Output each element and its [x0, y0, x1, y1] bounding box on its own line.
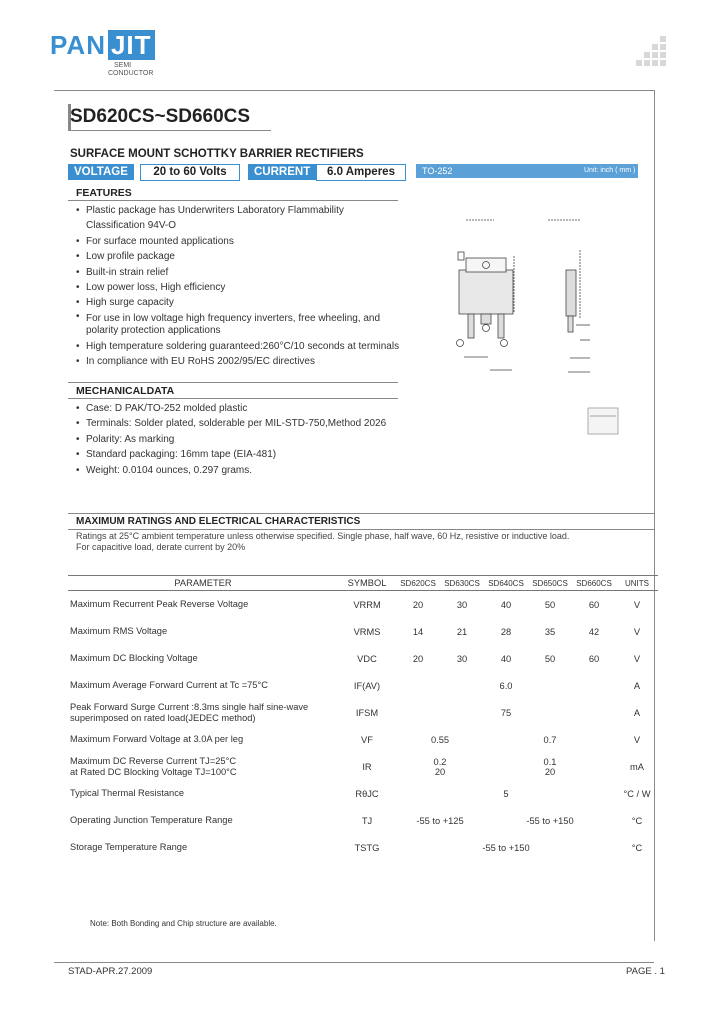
value-cell: 40: [500, 653, 512, 664]
value-cell: 60: [588, 599, 600, 610]
list-item: • High temperature soldering guaranteed:260°C/10 seconds at terminals: [76, 339, 416, 354]
ratings-note-1: Ratings at 25°C ambient temperature unless otherwise specified. Single phase, half wave, 60 Hz, resistive or inductive load.: [76, 531, 570, 541]
unit-cell: °C: [631, 815, 643, 826]
list-item: • Weight: 0.0104 ounces, 0.297 grams.: [76, 463, 416, 478]
value-cell: 60: [588, 653, 600, 664]
package-unit: Unit: inch ( mm ): [584, 167, 636, 174]
mech-divider-top: [68, 382, 398, 383]
list-item: • Terminals: Solder plated, solderable per MIL-STD-750,Method 2026: [76, 416, 416, 431]
unit-cell: A: [633, 707, 641, 718]
dot-pattern-graphic: [636, 36, 672, 72]
brand-logo: [50, 30, 155, 61]
param-cell: Maximum RMS Voltage: [70, 626, 168, 636]
symbol-cell: IFSM: [355, 707, 379, 718]
list-item: • Plastic package has Underwriters Laboratory Flammability: [76, 203, 416, 218]
table-row: [68, 807, 658, 834]
value-cell: 40: [500, 599, 512, 610]
table-row: [68, 780, 658, 807]
value-cell: 50: [544, 653, 556, 664]
symbol-cell: TJ: [361, 815, 373, 826]
value-cell: -55 to +125: [416, 815, 464, 826]
unit-cell: V: [633, 734, 641, 745]
list-item: • In compliance with EU RoHS 2002/95/EC directives: [76, 354, 416, 369]
unit-cell: mA: [630, 761, 644, 772]
unit-cell: °C: [631, 842, 643, 853]
list-item: • For surface mounted applications: [76, 234, 416, 249]
value-cell: 30: [456, 599, 468, 610]
unit-cell: V: [633, 599, 641, 610]
param-cell: Storage Temperature Range: [70, 842, 188, 852]
param-cell: Maximum DC Blocking Voltage: [70, 653, 198, 663]
voltage-tag: VOLTAGE: [68, 164, 134, 180]
footer-divider: [54, 962, 654, 963]
symbol-cell: IF(AV): [353, 680, 381, 691]
col-header: SD650CS: [528, 576, 572, 591]
param-cell: Maximum Recurrent Peak Reverse Voltage: [70, 599, 249, 609]
list-item: • Standard packaging: 16mm tape (EIA-481): [76, 447, 416, 462]
ratings-notes: [76, 531, 569, 553]
value-line-2: 20: [544, 766, 556, 777]
logo-text: PAN: [50, 30, 106, 60]
logo-sub-line-2: CONDUCTOR: [108, 70, 154, 77]
list-item: polarity protection applications: [86, 324, 221, 336]
value-cell: [396, 753, 484, 780]
current-value: 6.0 Amperes: [316, 164, 406, 181]
value-cell: 14: [412, 626, 424, 637]
value-cell: 5: [503, 788, 509, 799]
voltage-value: 20 to 60 Volts: [140, 164, 240, 181]
mechanical-list: [76, 401, 416, 478]
param-line-2: superimposed on rated load(JEDEC method): [70, 712, 256, 723]
features-list: [76, 203, 416, 370]
list-item: • Polarity: As marking: [76, 432, 416, 447]
table-header-row: [68, 576, 658, 591]
table-row: [68, 591, 658, 619]
package-outline-drawing: [440, 200, 650, 440]
value-cell: 20: [412, 653, 424, 664]
value-line-1: 0.2: [433, 756, 447, 767]
unit-cell: °C / W: [623, 788, 651, 799]
col-header: SYMBOL: [338, 576, 396, 591]
logo-text-jit: JIT: [108, 30, 155, 60]
logo-subtitle: [108, 62, 153, 78]
value-cell: 0.7: [543, 734, 557, 745]
list-item: • Low power loss, High efficiency: [76, 280, 416, 295]
table-row: [68, 645, 658, 672]
footer-date: STAD-APR.27.2009: [68, 966, 153, 977]
value-cell: 75: [500, 707, 512, 718]
param-line-1: Peak Forward Surge Current :8.3ms single half sine-wave: [70, 701, 309, 712]
footnote: Note: Both Bonding and Chip structure are available.: [90, 919, 277, 928]
mechanical-heading: MECHANICALDATA: [76, 385, 175, 397]
features-heading: FEATURES: [76, 187, 132, 199]
symbol-cell: VDC: [357, 653, 377, 664]
symbol-cell: VRRM: [353, 599, 381, 610]
unit-cell: V: [633, 626, 641, 637]
value-cell: 30: [456, 653, 468, 664]
ratings-divider: [68, 529, 654, 530]
value-cell: 35: [544, 626, 556, 637]
symbol-cell: RθJC: [355, 788, 379, 799]
value-cell: [484, 753, 616, 780]
param-cell: [68, 753, 338, 780]
ratings-table: [68, 575, 658, 861]
col-header: SD660CS: [572, 576, 616, 591]
value-line-1: 0.1: [543, 756, 557, 767]
symbol-cell: TSTG: [354, 842, 380, 853]
table-row: [68, 726, 658, 753]
param-cell: Maximum Forward Voltage at 3.0A per leg: [70, 734, 244, 744]
current-tag: CURRENT: [248, 164, 316, 180]
ratings-divider-top: [68, 513, 654, 514]
value-cell: 42: [588, 626, 600, 637]
value-cell: 6.0: [499, 680, 513, 691]
value-line-2: 20: [434, 766, 446, 777]
col-header: SD640CS: [484, 576, 528, 591]
symbol-cell: VRMS: [353, 626, 381, 637]
table-row: [68, 834, 658, 861]
col-header: SD620CS: [396, 576, 440, 591]
value-cell: 50: [544, 599, 556, 610]
list-item: • Built-in strain relief: [76, 265, 416, 280]
symbol-cell: IR: [362, 761, 372, 772]
table-row: [68, 699, 658, 726]
ratings-note-2: For capacitive load, derate current by 20%: [76, 542, 246, 552]
col-header: SD630CS: [440, 576, 484, 591]
table-row: [68, 753, 658, 780]
param-cell: Operating Junction Temperature Range: [70, 815, 233, 825]
package-name: TO-252: [422, 166, 453, 176]
value-cell: -55 to +150: [526, 815, 574, 826]
footer-page: PAGE . 1: [626, 966, 665, 977]
logo-sub-line-1: SEMI: [114, 62, 132, 69]
value-cell: 0.55: [430, 734, 450, 745]
param-line-1: Maximum DC Reverse Current TJ=25°C: [70, 755, 237, 766]
unit-cell: A: [633, 680, 641, 691]
list-item: • Case: D PAK/TO-252 molded plastic: [76, 401, 416, 416]
value-cell: 20: [412, 599, 424, 610]
table-row: [68, 672, 658, 699]
package-bar: [416, 164, 638, 178]
page-title: SD620CS~SD660CS: [70, 106, 251, 127]
param-cell: Typical Thermal Resistance: [70, 788, 185, 798]
features-divider: [68, 200, 398, 201]
list-item: • For use in low voltage high frequency inverters, free wheeling, and: [76, 311, 416, 325]
param-line-2: at Rated DC Blocking Voltage TJ=100°C: [70, 766, 237, 777]
table-row: [68, 618, 658, 645]
symbol-cell: VF: [361, 734, 373, 745]
col-header: UNITS: [616, 576, 658, 591]
list-item: Classification 94V-O: [86, 220, 177, 232]
value-cell: 28: [500, 626, 512, 637]
col-header: PARAMETER: [68, 576, 338, 591]
mech-divider: [68, 398, 398, 399]
ratings-heading: MAXIMUM RATINGS AND ELECTRICAL CHARACTERISTICS: [76, 516, 361, 527]
param-cell: Maximum Average Forward Current at Tc =75°C: [70, 680, 268, 690]
page-subtitle: SURFACE MOUNT SCHOTTKY BARRIER RECTIFIERS: [70, 148, 364, 160]
unit-cell: V: [633, 653, 641, 664]
value-cell: -55 to +150: [482, 842, 530, 853]
value-cell: 21: [456, 626, 468, 637]
list-item: • Low profile package: [76, 249, 416, 264]
param-cell: [68, 699, 338, 726]
list-item: • High surge capacity: [76, 295, 416, 310]
